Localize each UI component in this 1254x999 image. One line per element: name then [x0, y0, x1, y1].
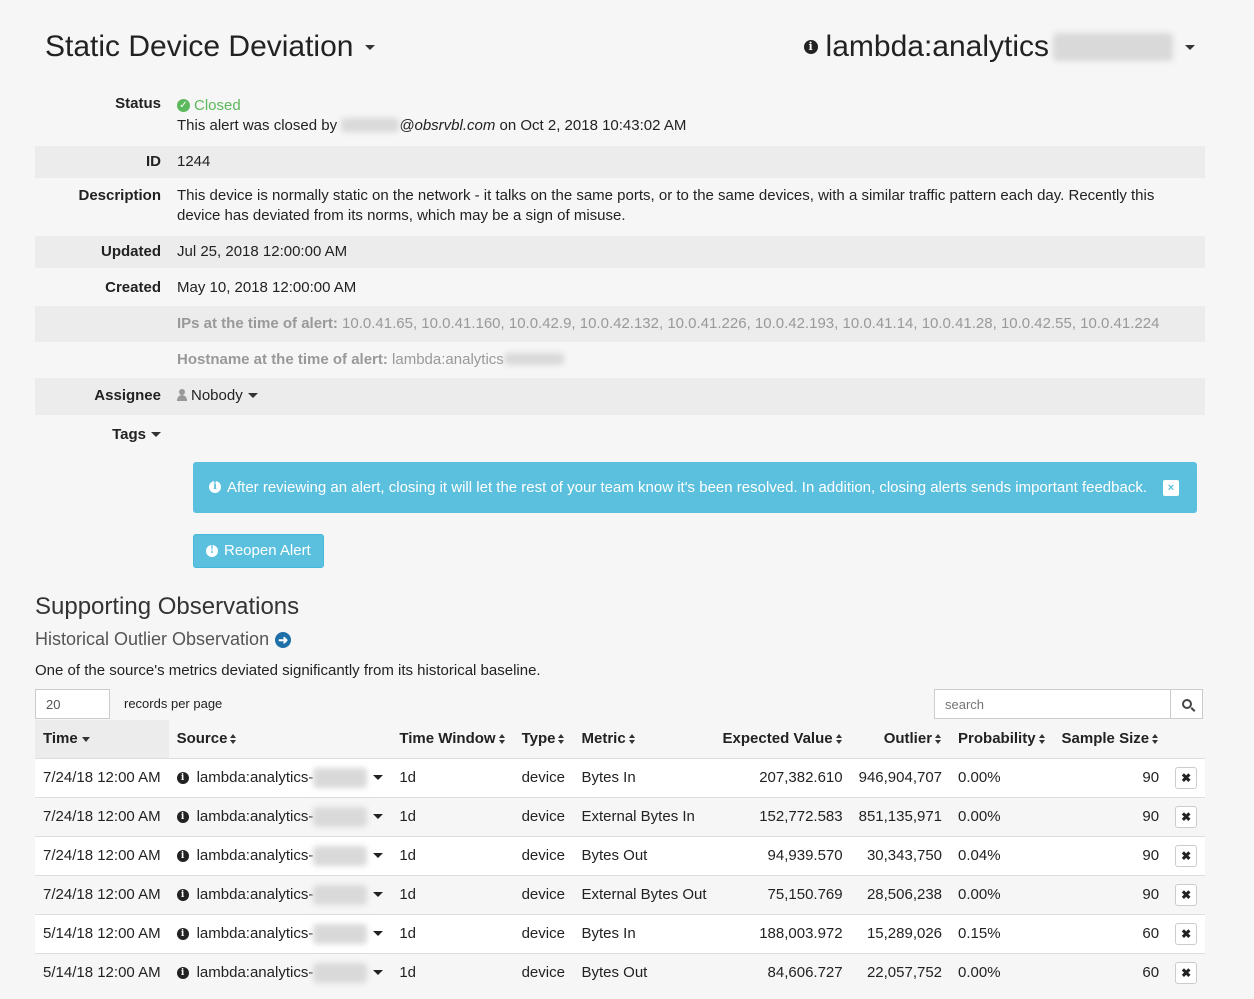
source-name: lambda:analytics- [196, 925, 314, 942]
cell-expected-value: 84,606.727 [715, 953, 851, 992]
sort-icon [629, 734, 636, 744]
cell-outlier: 30,343,750 [851, 836, 950, 875]
cell-type: device [514, 836, 574, 875]
search-button[interactable] [1171, 689, 1203, 719]
sort-icon [1039, 734, 1046, 744]
tags-label: Tags [112, 425, 146, 443]
sort-desc-icon [82, 737, 90, 742]
cell-metric: Bytes In [573, 758, 714, 797]
alert-actions-panel [35, 455, 1205, 577]
cell-type: device [514, 953, 574, 992]
updated-row [35, 236, 1205, 268]
dismiss-row-button[interactable]: ✖ [1175, 806, 1197, 828]
source-dropdown[interactable] [177, 768, 384, 788]
redacted-text [313, 885, 367, 905]
cell-action [1167, 797, 1205, 836]
redacted-text [504, 353, 564, 365]
chevron-down-icon [373, 931, 383, 936]
cell-outlier: 946,904,707 [851, 758, 950, 797]
assignee-label: Assignee [94, 386, 161, 404]
id-row [35, 146, 1205, 178]
redacted-text [1053, 33, 1173, 61]
cell-time: 7/24/18 12:00 AM [35, 875, 169, 914]
cell-metric: External Bytes Out [573, 875, 714, 914]
records-per-page-label: records per page [124, 696, 223, 711]
info-icon[interactable]: i [177, 850, 189, 862]
info-icon: i [209, 481, 221, 493]
dismiss-row-button[interactable]: ✖ [1175, 923, 1197, 945]
exclamation-icon: ! [206, 545, 218, 557]
cell-outlier: 28,506,238 [851, 875, 950, 914]
sort-icon [1152, 734, 1159, 744]
cell-expected-value: 75,150.769 [715, 875, 851, 914]
source-name: lambda:analytics- [196, 808, 314, 825]
created-label: Created [105, 278, 161, 296]
description-label: Description [78, 186, 161, 204]
description-value: This device is normally static on the network - it talks on the same ports, or to the same devices, with a similar traffic pattern each day. Recently this device has deviated from its norms, which may be a sign of misuse. [177, 186, 1155, 224]
cell-action [1167, 953, 1205, 992]
sort-icon [558, 734, 565, 744]
cell-sample-size: 90 [1054, 797, 1168, 836]
assignee-row [35, 378, 1205, 415]
dismiss-row-button[interactable]: ✖ [1175, 962, 1197, 984]
cell-probability: 0.00% [950, 875, 1054, 914]
description-row [35, 178, 1205, 230]
observation-subheading [35, 629, 1205, 650]
created-value: May 10, 2018 12:00:00 AM [177, 278, 357, 296]
redacted-text [341, 118, 399, 132]
page-header [45, 28, 1205, 72]
cell-time: 5/14/18 12:00 AM [35, 914, 169, 953]
source-dropdown[interactable] [177, 885, 384, 905]
cell-probability: 0.00% [950, 953, 1054, 992]
check-circle-icon: ✓ [177, 99, 190, 112]
cell-metric: Bytes In [573, 914, 714, 953]
cell-type: device [514, 875, 574, 914]
chevron-down-icon [1185, 45, 1195, 50]
id-value: 1244 [177, 152, 211, 170]
observation-description: One of the source's metrics deviated significantly from its historical baseline. [35, 662, 541, 679]
id-label: ID [146, 152, 161, 170]
cell-metric: External Bytes In [573, 797, 714, 836]
cell-probability: 0.15% [950, 914, 1054, 953]
dismiss-row-button[interactable]: ✖ [1175, 767, 1197, 789]
sort-icon [499, 734, 506, 744]
observation-title: Historical Outlier Observation [35, 629, 270, 649]
tags-row [35, 415, 1205, 455]
search-icon [1182, 699, 1192, 709]
table-row [35, 836, 1205, 875]
cell-metric: Bytes Out [573, 836, 714, 875]
info-alert-message: After reviewing an alert, closing it will let the rest of your team know it's been resolved. In addition, closing alerts sends important feedback. [227, 478, 1147, 496]
column-header-metric[interactable]: Metric [573, 720, 714, 758]
table-header-row [35, 720, 1205, 758]
sort-icon [836, 734, 843, 744]
status-label: Status [115, 95, 161, 112]
chevron-down-icon [373, 775, 383, 780]
cell-sample-size: 90 [1054, 875, 1168, 914]
cell-time-window: 1d [391, 875, 513, 914]
source-name: lambda:analytics- [196, 769, 314, 786]
alert-details [35, 88, 1205, 577]
chevron-down-icon [151, 432, 161, 437]
observations-heading: Supporting Observations [35, 593, 300, 620]
cell-action [1167, 875, 1205, 914]
cell-outlier: 22,057,752 [851, 953, 950, 992]
column-header-outlier[interactable]: Outlier [851, 720, 950, 758]
cell-source [169, 875, 392, 914]
cell-outlier: 15,289,026 [851, 914, 950, 953]
chevron-down-icon [373, 892, 383, 897]
cell-time-window: 1d [391, 953, 513, 992]
hostname-row [35, 342, 1205, 378]
chevron-down-icon [373, 853, 383, 858]
status-badge [177, 96, 241, 116]
info-icon[interactable]: i [177, 967, 189, 979]
info-alert [193, 462, 1197, 513]
sort-icon [935, 734, 942, 744]
status-value: Closed [194, 96, 241, 114]
dismiss-row-button[interactable]: ✖ [1175, 845, 1197, 867]
table-row [35, 953, 1205, 992]
chevron-down-icon [373, 814, 383, 819]
cell-source [169, 836, 392, 875]
records-per-page-input[interactable] [35, 689, 110, 719]
column-header-type[interactable]: Type [514, 720, 574, 758]
chevron-down-icon [373, 970, 383, 975]
arrow-right-circle-icon[interactable]: ➜ [275, 632, 291, 648]
cell-type: device [514, 914, 574, 953]
cell-sample-size: 60 [1054, 953, 1168, 992]
cell-probability: 0.04% [950, 836, 1054, 875]
ips-value: 10.0.41.65, 10.0.41.160, 10.0.42.9, 10.0.42.132, 10.0.41.226, 10.0.42.193, 10.0.41.14, 10.0.41.28, 10.0.42.55, 10.0.41.224 [342, 314, 1160, 332]
search-group [934, 689, 1203, 719]
cell-source [169, 797, 392, 836]
source-dropdown[interactable] [177, 963, 384, 983]
cell-expected-value: 152,772.583 [715, 797, 851, 836]
host-dropdown[interactable] [804, 30, 1195, 64]
cell-source [169, 914, 392, 953]
chevron-down-icon [248, 393, 258, 398]
cell-expected-value: 94,939.570 [715, 836, 851, 875]
redacted-text [313, 768, 367, 788]
source-dropdown[interactable] [177, 924, 384, 944]
closed-by-prefix: This alert was closed by [177, 116, 338, 134]
cell-source [169, 758, 392, 797]
host-name: lambda:analytics [825, 30, 1049, 63]
dismiss-row-button[interactable]: ✖ [1175, 884, 1197, 906]
assignee-value: Nobody [191, 386, 243, 404]
ips-label: IPs at the time of alert: [177, 314, 338, 332]
column-header-time[interactable]: Time [35, 720, 169, 758]
cell-time: 7/24/18 12:00 AM [35, 836, 169, 875]
source-name: lambda:analytics- [196, 964, 314, 982]
user-icon [177, 389, 187, 401]
reopen-alert-button[interactable] [193, 534, 324, 568]
source-name: lambda:analytics- [196, 886, 314, 903]
source-dropdown[interactable] [177, 807, 384, 827]
info-icon: i [804, 40, 818, 54]
cell-time-window: 1d [391, 914, 513, 953]
page-title: Static Device Deviation [45, 30, 354, 63]
info-icon[interactable]: i [177, 811, 189, 823]
info-icon[interactable]: i [177, 772, 189, 784]
cell-probability: 0.00% [950, 797, 1054, 836]
status-row [35, 88, 1205, 142]
close-icon[interactable]: × [1163, 480, 1179, 496]
observations-table [35, 720, 1205, 992]
redacted-text [313, 924, 367, 944]
cell-probability: 0.00% [950, 758, 1054, 797]
source-dropdown[interactable] [177, 846, 384, 866]
table-row [35, 875, 1205, 914]
redacted-text [313, 846, 367, 866]
column-header-time-window[interactable]: Time Window [391, 720, 513, 758]
hostname-value: lambda:analytics [392, 350, 504, 368]
sort-icon [230, 734, 237, 744]
cell-time-window: 1d [391, 836, 513, 875]
hostname-label: Hostname at the time of alert: [177, 350, 388, 368]
cell-source [169, 953, 392, 992]
info-icon[interactable]: i [177, 889, 189, 901]
assignee-dropdown[interactable] [177, 387, 258, 404]
cell-time: 7/24/18 12:00 AM [35, 758, 169, 797]
supporting-observations [35, 593, 1205, 679]
search-input[interactable] [934, 689, 1171, 719]
cell-expected-value: 207,382.610 [715, 758, 851, 797]
created-row [35, 268, 1205, 306]
table-row [35, 758, 1205, 797]
column-header-sample-size[interactable]: Sample Size [1054, 720, 1168, 758]
cell-action [1167, 758, 1205, 797]
cell-action [1167, 914, 1205, 953]
table-row [35, 797, 1205, 836]
source-name: lambda:analytics- [196, 847, 314, 864]
table-controls [35, 689, 1205, 719]
closed-by-suffix: on Oct 2, 2018 10:43:02 AM [499, 116, 687, 134]
cell-metric: Bytes Out [573, 953, 714, 992]
chevron-down-icon [365, 45, 375, 50]
reopen-alert-label: Reopen Alert [224, 542, 311, 559]
page-title-dropdown[interactable] [45, 30, 375, 64]
ips-row [35, 306, 1205, 342]
table-row [35, 914, 1205, 953]
cell-sample-size: 90 [1054, 836, 1168, 875]
cell-time: 5/14/18 12:00 AM [35, 953, 169, 992]
column-header-probability[interactable]: Probability [950, 720, 1054, 758]
updated-value: Jul 25, 2018 12:00:00 AM [177, 242, 348, 260]
redacted-text [313, 807, 367, 827]
redacted-text [313, 963, 367, 983]
cell-time-window: 1d [391, 758, 513, 797]
column-header-expected-value[interactable]: Expected Value [715, 720, 851, 758]
info-icon[interactable]: i [177, 928, 189, 940]
cell-sample-size: 90 [1054, 758, 1168, 797]
cell-time-window: 1d [391, 797, 513, 836]
cell-action [1167, 836, 1205, 875]
cell-type: device [514, 797, 574, 836]
cell-expected-value: 188,003.972 [715, 914, 851, 953]
cell-sample-size: 60 [1054, 914, 1168, 953]
cell-time: 7/24/18 12:00 AM [35, 797, 169, 836]
column-header-source[interactable]: Source [169, 720, 392, 758]
tags-dropdown[interactable] [35, 425, 177, 445]
closed-by-email: @obsrvbl.com [399, 116, 496, 134]
cell-type: device [514, 758, 574, 797]
updated-label: Updated [101, 242, 161, 260]
cell-outlier: 851,135,971 [851, 797, 950, 836]
